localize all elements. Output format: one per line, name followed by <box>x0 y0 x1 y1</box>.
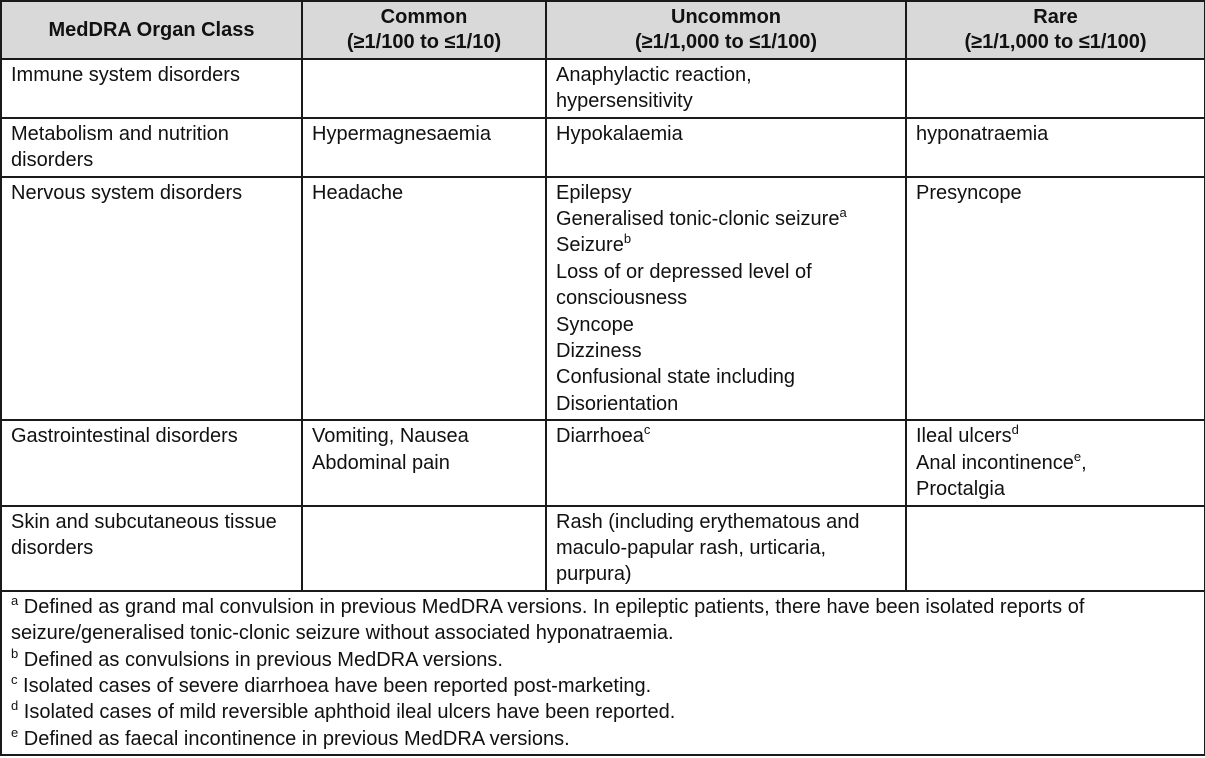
footnotes-row <box>1 591 1205 755</box>
footnote: $^e$ Defined as faecal incontinence in previous MedDRA versions. <box>11 724 570 750</box>
footnote: $^c$ Isolated cases of severe diarrhoea have been reported post-marketing. <box>11 671 652 697</box>
organ-class-cell <box>1 177 302 421</box>
reaction-term: Rash (including erythematous and maculo-papular rash, urticaria, purpura) <box>556 510 860 586</box>
footnote-mark: b <box>11 645 19 661</box>
reaction-term: hypersensitivity <box>556 90 693 113</box>
organ-class-label: Immune system disorders <box>11 64 240 86</box>
footnote-marker: d <box>1011 422 1019 438</box>
header-organ-class: MedDRA Organ Class <box>1 1 302 59</box>
header-rare-range: (≥1/1,000 to ≤1/100) <box>964 31 1147 53</box>
reaction-term: Loss of or depressed level of consciousness <box>556 260 812 310</box>
header-rare <box>906 1 1205 59</box>
footnote-mark: d <box>11 698 19 714</box>
reaction-term: hyponatraemia <box>916 122 1049 145</box>
footnotes-cell <box>1 591 1205 755</box>
footnote-marker: b <box>623 231 632 247</box>
organ-class-cell <box>1 506 302 591</box>
table-row <box>1 59 1205 118</box>
table-row <box>1 177 1205 421</box>
uncommon-cell <box>546 506 906 591</box>
organ-class-label: Gastrointestinal disorders <box>11 425 238 448</box>
reaction-term: Generalised tonic-clonic seizure$^a$ <box>556 205 847 231</box>
header-uncommon-title: Uncommon <box>671 6 781 28</box>
reaction-term: Syncope <box>556 313 634 336</box>
footnote-marker: a <box>839 205 847 221</box>
table-body <box>1 59 1205 591</box>
header-common <box>302 1 546 59</box>
reaction-term: Dizziness <box>556 340 642 363</box>
organ-class-label: Metabolism and nutrition disorders <box>11 122 229 172</box>
table-row <box>1 420 1205 505</box>
header-common-range: (≥1/100 to ≤1/10) <box>346 31 502 53</box>
reaction-term: Anal incontinence$^e$, <box>916 448 1087 474</box>
header-rare-title: Rare <box>1033 6 1078 28</box>
common-cell <box>302 118 546 177</box>
common-cell <box>302 506 546 591</box>
footnote: $^a$ Defined as grand mal convulsion in previous MedDRA versions. In epileptic patients, there have been isolated reports of seizure/generalised tonic-clonic seizure without associated hyponatraemia. <box>11 592 1085 645</box>
organ-class-label: Skin and subcutaneous tissue disorders <box>11 510 277 559</box>
footnote: $^b$ Defined as convulsions in previous MedDRA versions. <box>11 645 503 671</box>
common-cell <box>302 177 546 421</box>
reaction-term: Ileal ulcers$^d$ <box>916 422 1019 448</box>
reaction-term: Hypokalaemia <box>556 122 683 145</box>
rare-cell <box>906 118 1205 177</box>
uncommon-cell <box>546 177 906 421</box>
header-uncommon-range: (≥1/1,000 to ≤1/100) <box>634 31 818 53</box>
organ-class-label: Nervous system disorders <box>11 181 243 204</box>
reaction-term: Vomiting, Nausea <box>312 425 469 448</box>
uncommon-cell <box>546 59 906 118</box>
organ-class-cell <box>1 420 302 505</box>
footnote-mark: c <box>11 671 18 687</box>
common-cell <box>302 420 546 505</box>
footnote-mark: e <box>11 724 19 740</box>
organ-class-cell <box>1 118 302 177</box>
header-uncommon <box>546 1 906 59</box>
uncommon-cell <box>546 420 906 505</box>
reaction-term: Headache <box>312 181 404 204</box>
reaction-term: Epilepsy <box>556 181 632 204</box>
reaction-term: Seizure$^b$ <box>556 231 632 257</box>
table-row <box>1 118 1205 177</box>
reaction-term: Abdominal pain <box>312 451 450 474</box>
footnote-marker: c <box>643 422 651 438</box>
footnote-mark: a <box>11 592 19 608</box>
common-cell <box>302 59 546 118</box>
reaction-term: Anaphylactic reaction, <box>556 64 752 86</box>
rare-cell <box>906 506 1205 591</box>
table-header-row <box>1 1 1205 59</box>
footnote: $^d$ Isolated cases of mild reversible aphthoid ileal ulcers have been reported. <box>11 698 676 724</box>
reaction-term: Presyncope <box>916 181 1022 204</box>
reaction-term: Diarrhoea$^c$ <box>556 422 651 448</box>
uncommon-cell <box>546 118 906 177</box>
footnote-marker: e <box>1073 448 1082 464</box>
organ-class-cell <box>1 59 302 118</box>
rare-cell <box>906 177 1205 421</box>
reaction-term: Confusional state including Disorientation <box>556 366 796 415</box>
table-row <box>1 506 1205 591</box>
rare-cell <box>906 59 1205 118</box>
reaction-term: Hypermagnesaemia <box>312 122 491 145</box>
rare-cell <box>906 420 1205 505</box>
reaction-term: Proctalgia <box>916 478 1005 501</box>
header-common-title: Common <box>380 6 468 28</box>
